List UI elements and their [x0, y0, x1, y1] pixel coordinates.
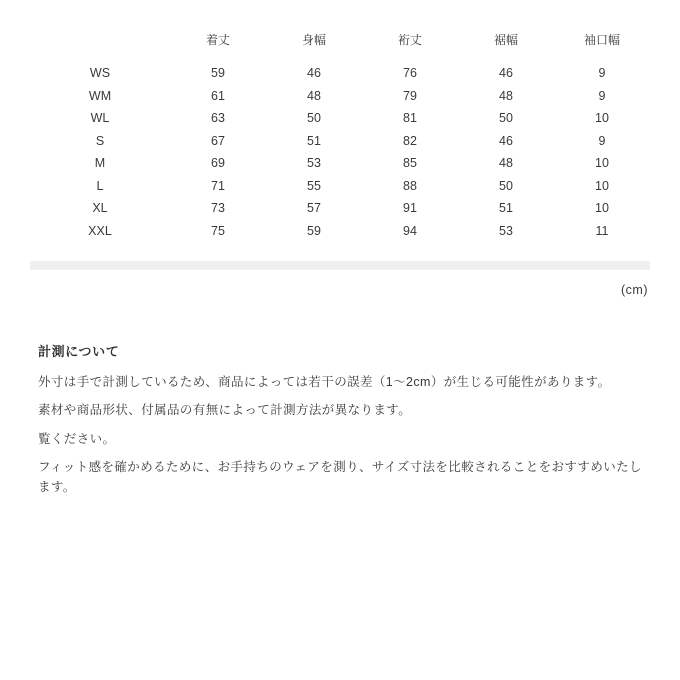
row-size-label: WL [90, 111, 110, 125]
cell-sleeve-length: 76 [403, 66, 417, 80]
cell-width: 53 [307, 156, 321, 170]
cell-cuff-width: 9 [598, 66, 606, 80]
cell-length: 75 [211, 223, 225, 238]
column-header-length: 着丈 [205, 33, 230, 47]
cell-hem-width: 51 [499, 201, 513, 215]
unit-label: (cm) [621, 283, 648, 297]
notes-heading: 計測について [38, 344, 120, 359]
cell-length: 71 [211, 178, 225, 193]
notes-line-4: フィット感を確かめるために、お手持ちのウェアを測り、サイズ寸法を比較されることをおすすめいたします。 [38, 460, 642, 494]
cell-length: 69 [211, 156, 225, 170]
table-header-row [30, 28, 650, 62]
cell-hem-width: 53 [499, 223, 513, 238]
size-table-header [30, 28, 650, 62]
cell-length: 59 [211, 66, 225, 80]
cell-cuff-width: 11 [595, 223, 609, 238]
table-row [30, 85, 650, 108]
row-size-label: XL [92, 201, 108, 215]
cell-width: 51 [307, 133, 321, 148]
cell-width: 48 [307, 88, 321, 103]
table-row [30, 197, 650, 220]
cell-width: 59 [307, 223, 321, 238]
column-header-sleeve-length: 裄丈 [397, 33, 422, 47]
cell-cuff-width: 10 [595, 156, 609, 170]
cell-cuff-width: 9 [598, 88, 606, 103]
cell-cuff-width: 10 [595, 178, 609, 193]
size-table [30, 28, 650, 242]
cell-sleeve-length: 88 [403, 178, 417, 193]
cell-hem-width: 46 [499, 133, 513, 148]
cell-sleeve-length: 82 [403, 133, 417, 148]
measurement-notes [38, 341, 648, 497]
notes-line-3: 覧ください。 [38, 431, 116, 446]
row-size-label: M [94, 156, 106, 170]
cell-hem-width: 48 [499, 156, 513, 170]
cell-width: 50 [307, 111, 321, 125]
cell-length: 61 [211, 88, 225, 103]
cell-length: 67 [211, 133, 225, 148]
cell-sleeve-length: 85 [403, 156, 417, 170]
cell-length: 73 [211, 201, 225, 215]
cell-width: 57 [307, 201, 321, 215]
size-table-container [30, 28, 650, 242]
row-size-label: L [96, 178, 104, 193]
column-header-width: 身幅 [301, 33, 326, 47]
cell-hem-width: 46 [499, 66, 513, 80]
column-header-size [30, 28, 170, 62]
column-header-hem-width: 裾幅 [493, 33, 518, 47]
table-divider [30, 261, 650, 270]
table-row [30, 152, 650, 175]
table-row [30, 107, 650, 130]
cell-sleeve-length: 91 [403, 201, 417, 215]
table-row [30, 62, 650, 85]
cell-hem-width: 48 [499, 88, 513, 103]
column-header-cuff-width: 袖口幅 [583, 33, 620, 47]
cell-sleeve-length: 79 [403, 88, 417, 103]
cell-length: 63 [211, 111, 225, 125]
size-table-body [30, 62, 650, 242]
cell-hem-width: 50 [499, 111, 513, 125]
cell-width: 46 [307, 66, 321, 80]
cell-hem-width: 50 [499, 178, 513, 193]
cell-sleeve-length: 94 [403, 223, 417, 238]
notes-line-1: 外寸は手で計測しているため、商品によっては若干の誤差（1〜2cm）が生じる可能性があります。 [38, 375, 611, 389]
row-size-label: WM [88, 88, 112, 103]
table-row [30, 175, 650, 198]
cell-cuff-width: 10 [595, 201, 609, 215]
table-row [30, 130, 650, 153]
row-size-label: WS [89, 66, 111, 80]
row-size-label: XXL [88, 223, 112, 238]
cell-cuff-width: 10 [595, 111, 609, 125]
cell-cuff-width: 9 [598, 133, 606, 148]
notes-line-2: 素材や商品形状、付属品の有無によって計測方法が異なります。 [38, 403, 412, 418]
cell-width: 55 [307, 178, 321, 193]
cell-sleeve-length: 81 [403, 111, 417, 125]
row-size-label: S [95, 133, 105, 148]
table-row [30, 220, 650, 243]
